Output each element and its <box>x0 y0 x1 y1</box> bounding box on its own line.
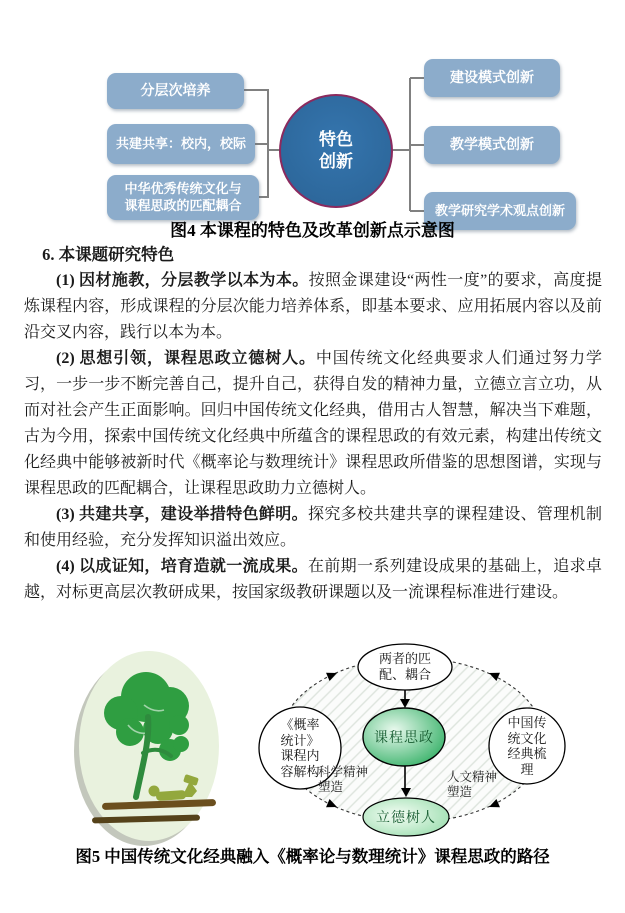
fig5-label-science <box>318 765 368 795</box>
fig5-node-right <box>501 715 553 777</box>
paragraph-1 <box>24 268 602 346</box>
fig5-node-top-line1: 两者的匹 <box>378 651 431 666</box>
fig5-label-science-line2: 塑造 <box>318 780 344 794</box>
fig5-node-right-line1: 中国传 <box>507 715 547 730</box>
paragraph-4-lead: (4) 以成证知，培育造就一流成果。 <box>56 558 308 575</box>
paragraph-3 <box>24 502 602 554</box>
fig4-left-box-3 <box>107 175 259 220</box>
fig4-left-box-1-label: 分层次培养 <box>140 82 211 99</box>
figure5-caption: 图5 中国传统文化经典融入《概率论与数理统计》课程思政的路径 <box>75 847 550 866</box>
fig4-right-box-3-label: 教学研究学术观点创新 <box>434 202 565 218</box>
fig4-left-box-1 <box>107 73 244 109</box>
fig5-node-left-line2: 统计》 <box>280 732 320 748</box>
fig5-node-center: 课程思政 <box>374 729 434 745</box>
fig4-right-box-1 <box>424 59 560 97</box>
fig5-label-humanity <box>447 770 497 800</box>
fig4-center-circle <box>279 94 393 208</box>
fig5-node-right-line3: 经典梳 <box>507 746 547 761</box>
figure4-diagram <box>0 28 625 218</box>
body-text <box>24 242 602 606</box>
section-heading: 6. 本课题研究特色 <box>42 245 175 264</box>
fig5-node-left-line4: 容解构 <box>280 763 320 779</box>
fig4-right-box-2-label: 教学模式创新 <box>450 136 534 153</box>
fig5-label-humanity-line2: 塑造 <box>447 785 473 799</box>
figure4-caption: 图4 本课程的特色及改革创新点示意图 <box>170 221 455 240</box>
fig4-left-box-2-label: 共建共享：校内，校际 <box>115 135 246 151</box>
paragraph-4-text: 在前期一系列建设成果的基础上，追求卓越，对标更高层次教研成果，按国家级教研课题以及一流课程标准进行建设。 <box>24 558 602 601</box>
figure5-diagram <box>240 640 612 855</box>
paragraph-1-lead: (1) 因材施教，分层教学以本为本。 <box>56 272 309 289</box>
paragraph-2-text: 中国传统文化经典要求人们通过努力学习，一步一步不断完善自己，提升自己，获得自发的精神力量，立德立言立功，从而对社会产生正面影响。回归中国传统文化经典，借用古人智慧，解决当下难题，古为今用，探索中国传统文化经典中所蕴含的课程思政的有效元素，构建出传统文化经典中能够被新时代《概率论与数理统计》课程思政所借鉴的思想图谱，实现与课程思政的匹配耦合，让课程思政助力立德树人。 <box>24 350 602 497</box>
fig4-left-box-3-line1: 中华优秀传统文化与 <box>124 181 242 197</box>
fig4-left-box-3-line2: 课程思政的匹配耦合 <box>124 197 242 213</box>
fig5-node-left-line1: 《概率 <box>280 717 320 732</box>
fig5-node-top <box>370 651 440 682</box>
fig4-center-line1: 特色 <box>319 129 353 149</box>
fig5-node-top-line2: 配、耦合 <box>378 666 431 682</box>
fig5-label-science-line1: 科学精神 <box>318 765 369 779</box>
fig5-label-humanity-line1: 人文精神 <box>447 770 498 784</box>
tree-reading-icon <box>66 645 234 855</box>
tree-illustration <box>66 645 234 855</box>
fig4-center-line2: 创新 <box>319 152 353 171</box>
paragraph-1-text: 按照金课建设“两性一度”的要求，高度提炼课程内容，形成课程的分层次能力培养体系，即基本要求、应用拓展内容以及前沿交叉内容，践行以本为本。 <box>24 272 602 341</box>
fig5-node-right-line4: 理 <box>520 761 534 777</box>
fig4-left-box-2 <box>107 124 255 164</box>
fig5-node-right-line2: 统文化 <box>507 730 547 746</box>
paragraph-2 <box>24 346 602 502</box>
paragraph-4 <box>24 554 602 606</box>
fig5-node-left-line3: 课程内 <box>280 748 320 763</box>
paragraph-2-lead: (2) 思想引领，课程思政立德树人。 <box>56 350 316 367</box>
fig4-right-box-2 <box>424 126 560 164</box>
paragraph-3-text: 探究多校共建共享的课程建设、管理机制和使用经验，充分发挥知识溢出效应。 <box>24 506 602 549</box>
fig5-node-bottom: 立德树人 <box>376 809 436 825</box>
fig4-right-box-1-label: 建设模式创新 <box>450 69 534 86</box>
paragraph-3-lead: (3) 共建共享，建设举措特色鲜明。 <box>56 506 308 523</box>
